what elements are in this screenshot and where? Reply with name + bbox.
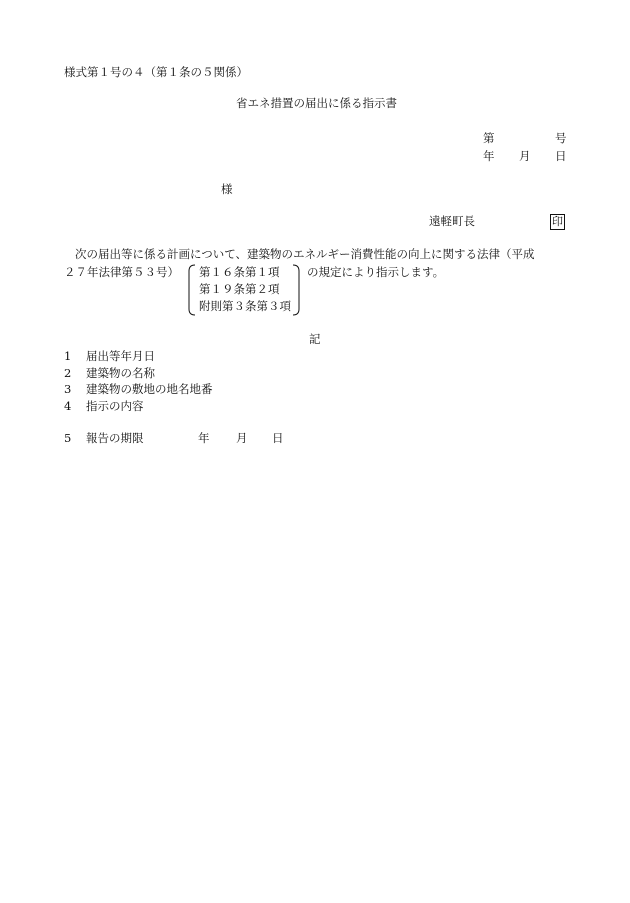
- item-label: 建築物の敷地の地名地番: [86, 382, 213, 396]
- doc-date-month: 月: [519, 149, 531, 163]
- body-line-2-suffix: の規定により指示します。: [307, 265, 445, 279]
- doc-number-prefix: 第: [483, 131, 495, 145]
- list-item-deadline: [64, 432, 144, 446]
- body-line-1: 次の届出等に係る計画について、建築物のエネルギー消費性能の向上に関する法律（平成: [75, 247, 535, 261]
- clause-option-2: 第１９条第２項: [199, 282, 280, 296]
- item-number: 3: [64, 382, 72, 396]
- item-label: 指示の内容: [86, 399, 144, 413]
- item-number: 2: [64, 366, 72, 380]
- item-number: 4: [64, 399, 72, 413]
- doc-date-year: 年: [483, 149, 495, 163]
- body-line-2-prefix: ２７年法律第５３号）: [64, 265, 179, 279]
- clause-option-1: 第１６条第１項: [199, 265, 280, 279]
- addressee-suffix: 様: [221, 182, 233, 196]
- list-item: [64, 383, 213, 397]
- deadline-month: 月: [236, 431, 248, 445]
- list-item: [64, 367, 155, 381]
- clause-option-3: 附則第３条第３項: [199, 299, 291, 313]
- issuer-name: 遠軽町長: [429, 214, 475, 228]
- deadline-day: 日: [272, 431, 284, 445]
- item-number: 1: [64, 349, 72, 363]
- ki-heading: 記: [309, 332, 321, 346]
- list-item: [64, 400, 144, 414]
- deadline-year: 年: [198, 431, 210, 445]
- list-item: [64, 350, 155, 364]
- seal-text: 印: [552, 215, 563, 228]
- doc-number-suffix: 号: [555, 131, 567, 145]
- item-label: 届出等年月日: [86, 349, 155, 363]
- document-title: 省エネ措置の届出に係る指示書: [236, 96, 397, 110]
- seal-mark: [550, 214, 565, 230]
- clause-bracket-group: [187, 264, 301, 316]
- item-label: 建築物の名称: [86, 366, 155, 380]
- item-label: 報告の期限: [86, 431, 144, 445]
- item-number: 5: [64, 431, 72, 445]
- form-id-label: 様式第１号の４（第１条の５関係）: [64, 65, 248, 79]
- doc-date-day: 日: [555, 149, 567, 163]
